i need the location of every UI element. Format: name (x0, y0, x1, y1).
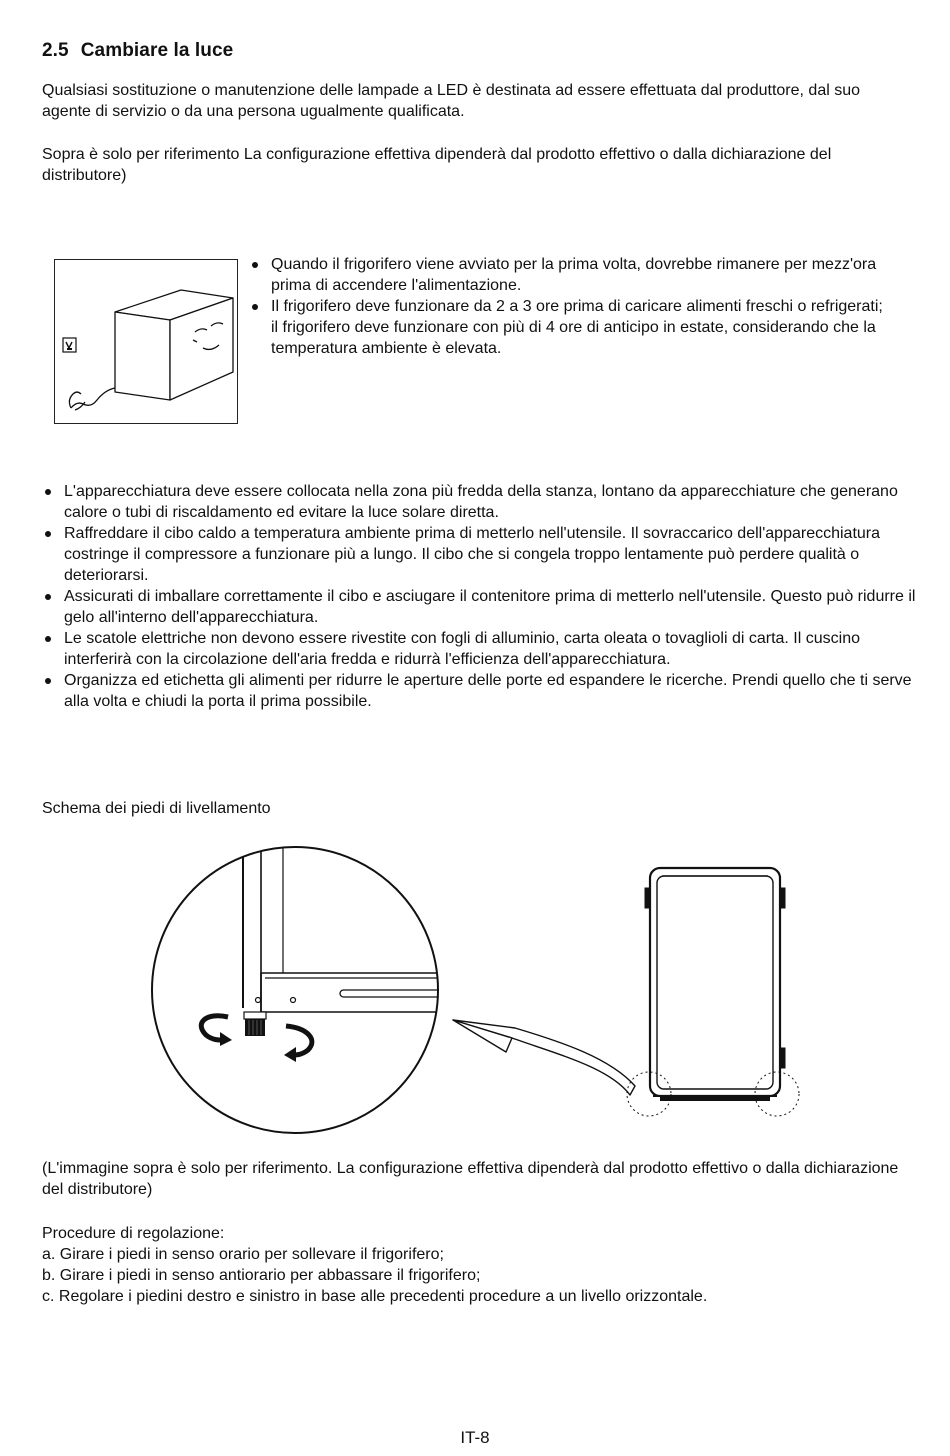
image-note-paragraph: (L'immagine sopra è solo per riferimento. La configurazione effettiva dipenderà dal prodotto effettivo o dalla dichiarazione del distributore) (42, 1160, 899, 1198)
section-number: 2.5 (42, 40, 69, 61)
list-item: Raffreddare il cibo caldo a temperatura ambiente prima di metterlo nell'utensile. Il sovraccarico dell'apparecchiatura costringe il compressore a funzionare più a lungo. Il cibo che si congela troppo lentamente può perdere qualità o deteriorarsi. (43, 523, 923, 586)
page-number: IT-8 (460, 1428, 490, 1447)
list-item: Assicurati di imballare correttamente il cibo e asciugare il contenitore prima di metterlo nell'utensile. Questo può ridurre il gelo all'interno dell'apparecchiatura. (43, 586, 923, 628)
list-item: Il frigorifero deve funzionare da 2 a 3 ore prima di caricare alimenti freschi o refrigerati; il frigorifero deve funzionare con più di 4 ore di anticipo in estate, considerando che la temperatura ambiente è elevata. (250, 296, 890, 359)
leveling-foot-icon (244, 1012, 266, 1036)
reference-paragraph: Sopra è solo per riferimento La configurazione effettiva dipenderà dal prodotto effettivo o dalla dichiarazione del distributore) (42, 146, 832, 184)
startup-list (250, 254, 890, 359)
list-item: Le scatole elettriche non devono essere rivestite con fogli di alluminio, carta oleata o tovaglioli di carta. Il cuscino interferirà con la circolazione dell'aria fredda e ridurrà l'efficienza dell'apparecchiatura. (43, 628, 923, 670)
procedure-title: Procedure di regolazione: (42, 1225, 225, 1242)
leveling-feet-diagram (140, 840, 810, 1140)
procedure-step: c. Regolare i piedini destro e sinistro in base alle precedenti procedure a un livello orizzontale. (42, 1288, 708, 1305)
procedure-steps (42, 1244, 922, 1307)
list-item: Organizza ed etichetta gli alimenti per ridurre le aperture delle porte ed espandere le ricerche. Prendi quello che ti serve alla volta e chiudi la porta il prima possibile. (43, 670, 923, 712)
list-item: L'apparecchiatura deve essere collocata nella zona più fredda della stanza, lontano da apparecchiature che generano calore o tubi di riscaldamento ed evitare la luce solare diretta. (43, 481, 923, 523)
section-heading (42, 40, 233, 62)
pointer-arrow-icon (453, 1020, 635, 1095)
procedure-step: a. Girare i piedi in senso orario per sollevare il frigorifero; (42, 1246, 444, 1263)
socket-icon (63, 338, 76, 352)
procedure-step: b. Girare i piedi in senso antiorario per abbassare il frigorifero; (42, 1267, 481, 1284)
fridge-outline (627, 868, 799, 1116)
list-item: Quando il frigorifero viene avviato per la prima volta, dovrebbe rimanere per mezz'ora prima di accendere l'alimentazione. (250, 254, 890, 296)
section-title: Cambiare la luce (80, 40, 234, 61)
fridge-plug-illustration (54, 259, 238, 424)
led-maintenance-paragraph: Qualsiasi sostituzione o manutenzione delle lampade a LED è destinata ad essere effettuata dal produttore, dal suo agente di servizio o da una persona ugualmente qualificata. (42, 82, 861, 120)
diagram-caption: Schema dei piedi di livellamento (42, 800, 271, 817)
tips-list (43, 481, 923, 712)
